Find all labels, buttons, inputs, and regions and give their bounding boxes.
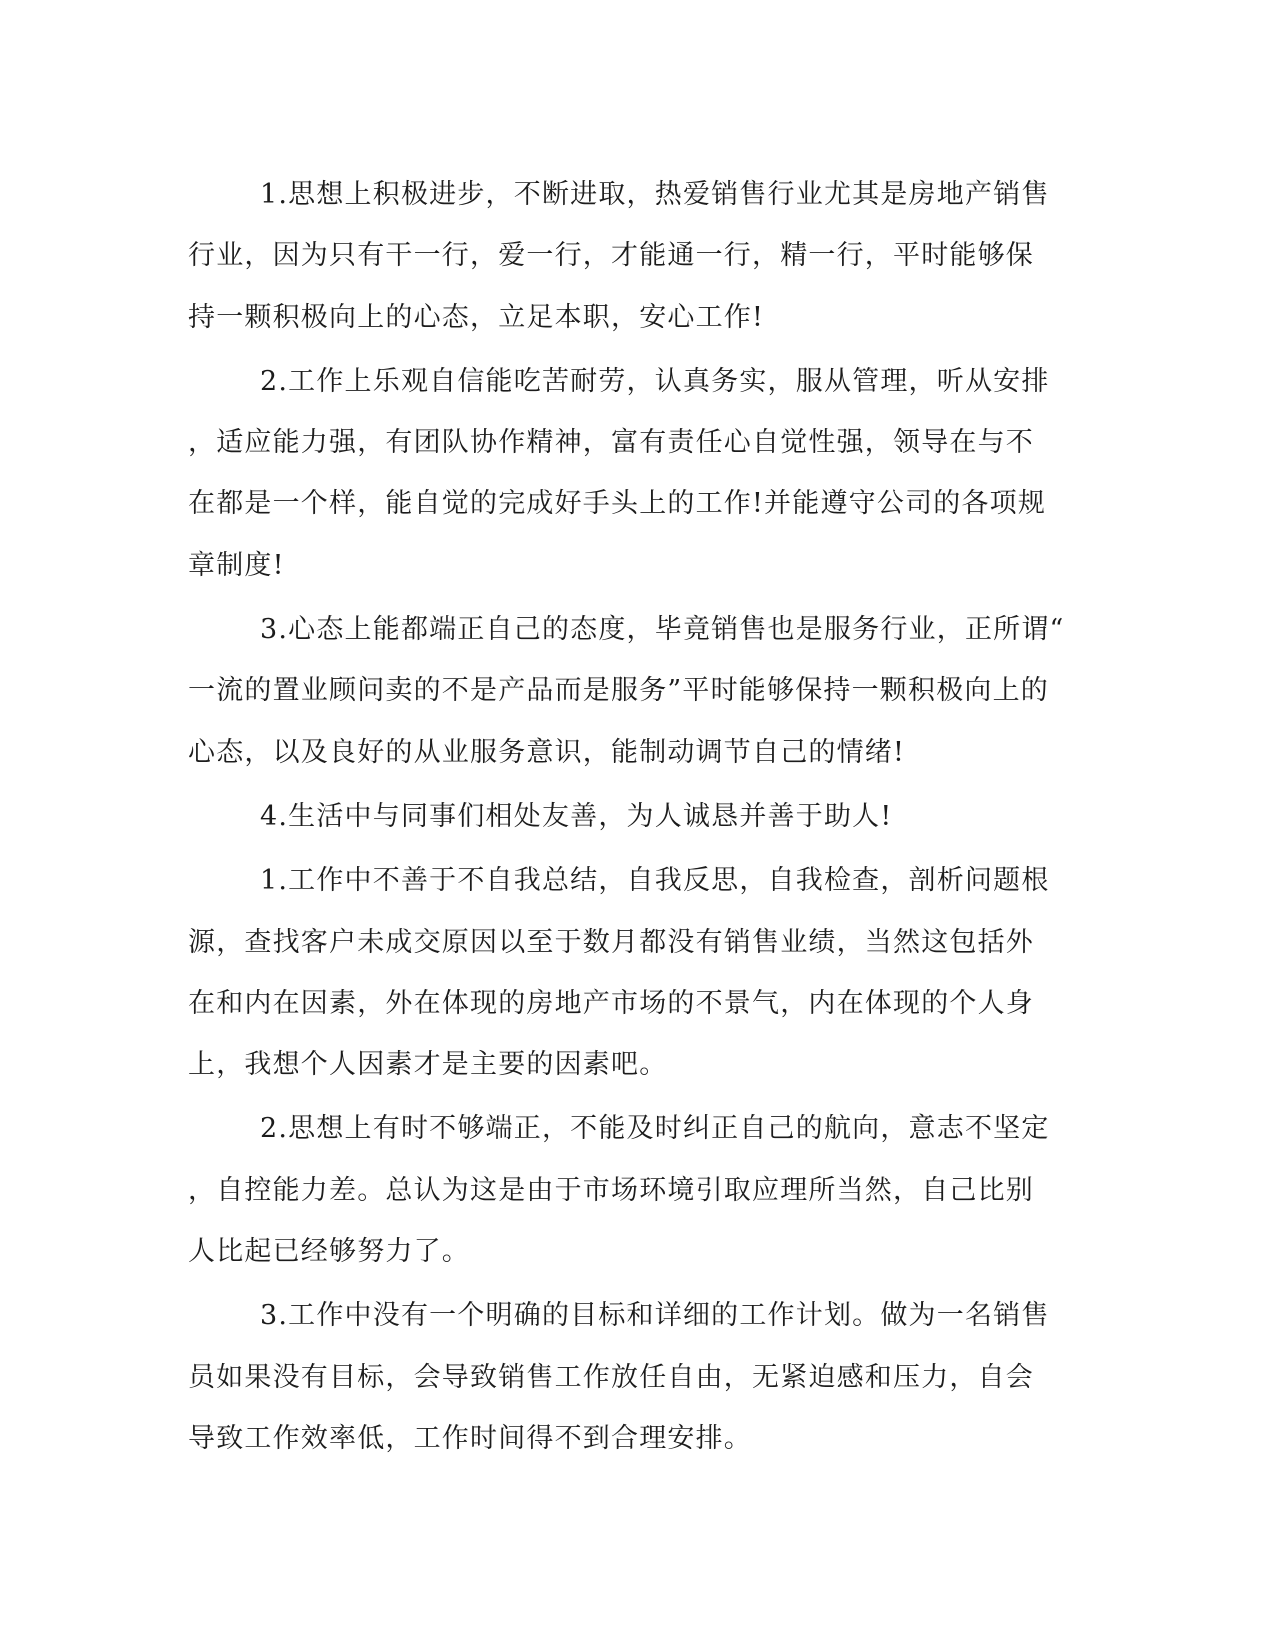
paragraph-2	[188, 351, 1068, 596]
paragraph-line: ，适应能力强，有团队协作精神，富有责任心自觉性强，领导在与不	[188, 427, 1034, 459]
paragraph-line: 3.心态上能都端正自己的态度，毕竟销售也是服务行业，正所谓“	[260, 614, 1065, 646]
paragraph-line: 行业，因为只有干一行，爱一行，才能通一行，精一行，平时能够保	[188, 240, 1034, 272]
paragraph-line: 一流的置业顾问卖的不是产品而是服务”平时能够保持一颗积极向上的	[188, 675, 1050, 707]
paragraph-line: 导致工作效率低，工作时间得不到合理安排。	[188, 1422, 752, 1454]
paragraph-line: ，自控能力差。总认为这是由于市场环境引取应理所当然，自己比别	[188, 1174, 1034, 1206]
paragraph-line: 章制度!	[188, 549, 285, 581]
paragraph-line: 1.思想上积极进步，不断进取，热爱销售行业尤其是房地产销售	[260, 179, 1050, 210]
paragraph-line: 2.工作上乐观自信能吃苦耐劳，认真务实，服从管理，听从安排	[260, 365, 1050, 397]
paragraph-6	[188, 1098, 1068, 1282]
paragraph-3	[188, 599, 1068, 783]
paragraph-7	[188, 1285, 1068, 1469]
paragraph-line: 上，我想个人因素才是主要的因素吧。	[188, 1049, 668, 1081]
paragraph-line: 4.生活中与同事们相处友善，为人诚恳并善于助人!	[260, 800, 893, 832]
paragraph-line: 员如果没有目标，会导致销售工作放任自由，无紧迫感和压力，自会	[188, 1361, 1034, 1393]
paragraph-line: 持一颗积极向上的心态，立足本职，安心工作!	[188, 301, 765, 333]
paragraph-4	[188, 786, 1068, 847]
document-body	[188, 164, 1068, 1472]
paragraph-line: 2.思想上有时不够端正，不能及时纠正自己的航向，意志不坚定	[260, 1113, 1050, 1145]
paragraph-5	[188, 850, 1068, 1095]
paragraph-1	[188, 164, 1068, 348]
paragraph-line: 在都是一个样，能自觉的完成好手头上的工作!并能遵守公司的各项规	[188, 488, 1047, 520]
paragraph-line: 3.工作中没有一个明确的目标和详细的工作计划。做为一名销售	[260, 1300, 1050, 1332]
paragraph-line: 心态，以及良好的从业服务意识，能制动调节自己的情绪!	[188, 736, 906, 768]
paragraph-line: 在和内在因素，外在体现的房地产市场的不景气，内在体现的个人身	[188, 987, 1034, 1019]
paragraph-line: 1.工作中不善于不自我总结，自我反思，自我检查，剖析问题根	[260, 865, 1050, 897]
paragraph-line: 人比起已经够努力了。	[188, 1236, 470, 1268]
paragraph-line: 源，查找客户未成交原因以至于数月都没有销售业绩，当然这包括外	[188, 926, 1034, 958]
